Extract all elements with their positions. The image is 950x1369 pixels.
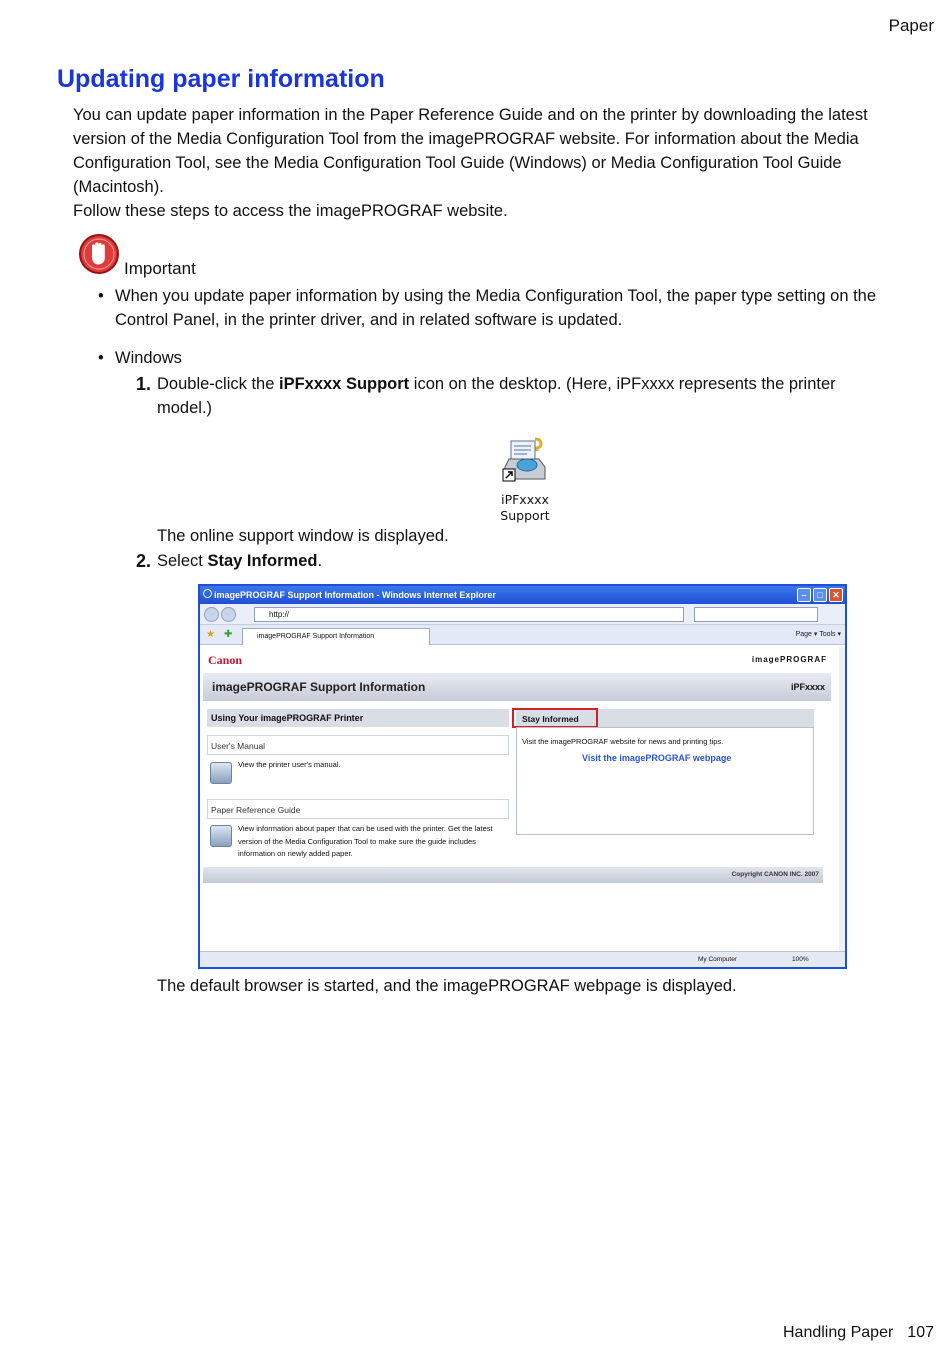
add-favorite-icon[interactable]: ✚: [224, 629, 233, 640]
minimize-button[interactable]: –: [797, 588, 811, 602]
window-controls: [797, 588, 843, 602]
visit-webpage-link[interactable]: Visit the imagePROGRAF webpage: [582, 753, 732, 763]
step-text-pre: Double-click the: [157, 375, 279, 393]
intro-paragraph: You can update paper information in the Paper Reference Guide and on the printer by downloading the latest version of the Media Configuration Tool from the imagePROGRAF website. For information about the Media Configuration Tool, see the Media Configuration Tool Guide (Windows) or Media Configuration Tool Guide (Macintosh).: [73, 106, 868, 196]
command-bar[interactable]: Page ▾ Tools ▾: [795, 631, 841, 638]
favorites-star-icon[interactable]: ★: [206, 629, 215, 640]
bullet-dot: •: [98, 287, 104, 305]
step-text-post: icon on the desktop. (Here, iPFxxxx represents the printer model.): [157, 375, 836, 417]
step-text-pre: Select: [157, 552, 208, 570]
footer-section: Handling Paper: [783, 1324, 894, 1341]
paper-guide-link[interactable]: Paper Reference Guide: [207, 799, 509, 819]
paper-guide-desc: View information about paper that can be used with the printer. Get the latest version of the Media Configuration Tool to make sure the guide includes information on newly added paper.: [238, 824, 493, 858]
windows-label: Windows: [115, 349, 182, 367]
url-input[interactable]: http://: [254, 607, 684, 622]
page-number: 107: [907, 1324, 934, 1341]
step-text: [157, 549, 877, 573]
tab-support-info[interactable]: imagePROGRAF Support Information: [242, 628, 430, 645]
vertical-scrollbar[interactable]: [839, 647, 845, 953]
shortcut-label-line1: iPFxxxx: [501, 492, 549, 507]
step-text: [157, 372, 877, 420]
browser-window-title: imagePROGRAF Support Information - Windows Internet Explorer: [214, 590, 496, 600]
step-text-post: .: [317, 552, 323, 570]
search-input[interactable]: [694, 607, 818, 622]
zoom-level[interactable]: 100%: [792, 956, 809, 963]
model-name: iPFxxxx: [790, 682, 825, 692]
zone-status: My Computer: [698, 956, 738, 963]
intro-text: [73, 103, 903, 223]
manual-icon: [210, 762, 232, 784]
important-text: When you update paper information by using the Media Configuration Tool, the paper type setting on the Control Panel, in the printer driver, and in related software is updated.: [115, 287, 877, 329]
copyright: Copyright CANON INC. 2007: [731, 871, 819, 878]
step-2-result: The default browser is started, and the imagePROGRAF webpage is displayed.: [157, 977, 737, 995]
stay-informed-desc: Visit the imagePROGRAF website for news and printing tips.: [522, 737, 724, 746]
tab-bar: [200, 625, 845, 645]
bullet-dot: •: [98, 349, 104, 367]
browser-title-bar: [200, 586, 845, 604]
page-content: [200, 647, 845, 953]
desktop-shortcut[interactable]: [493, 437, 557, 524]
step-1-result: The online support window is displayed.: [157, 527, 449, 545]
maximize-button[interactable]: □: [813, 588, 827, 602]
printer-support-icon: [501, 437, 549, 485]
important-label: Important: [124, 259, 196, 278]
close-button[interactable]: ✕: [829, 588, 843, 602]
page-title: Updating paper information: [57, 65, 385, 93]
shortcut-label-line2: Support: [500, 508, 550, 523]
intro-steps-lead: Follow these steps to access the imagePROGRAF website.: [73, 202, 508, 220]
left-section-header: Using Your imagePROGRAF Printer: [207, 709, 509, 727]
stay-informed-panel: [516, 727, 814, 835]
step-number: 1.: [136, 374, 152, 394]
browser-screenshot: [198, 584, 847, 969]
paper-guide-icon: [210, 825, 232, 847]
nav-buttons: [204, 607, 236, 622]
page-footer-bar: [203, 867, 823, 883]
step-number: 2.: [136, 551, 152, 571]
banner-title: imagePROGRAF Support Information: [212, 680, 426, 694]
ie-icon: [203, 589, 212, 598]
page-banner: [203, 673, 831, 701]
stop-hand-icon: [78, 233, 120, 275]
users-manual-desc: View the printer user's manual.: [238, 760, 341, 769]
running-header: Paper: [888, 16, 934, 35]
step-text-bold: Stay Informed: [207, 552, 318, 570]
forward-button[interactable]: [221, 607, 236, 622]
step-text-bold: iPFxxxx Support: [278, 375, 410, 393]
back-button[interactable]: [204, 607, 219, 622]
page-footer: [783, 1324, 934, 1342]
stay-informed-tab[interactable]: Stay Informed: [512, 708, 598, 728]
imageprograf-logo: imagePROGRAF: [751, 655, 827, 664]
canon-logo: Canon: [208, 653, 243, 667]
status-bar: [200, 951, 845, 967]
address-bar: [200, 604, 845, 625]
users-manual-link[interactable]: User's Manual: [207, 735, 509, 755]
